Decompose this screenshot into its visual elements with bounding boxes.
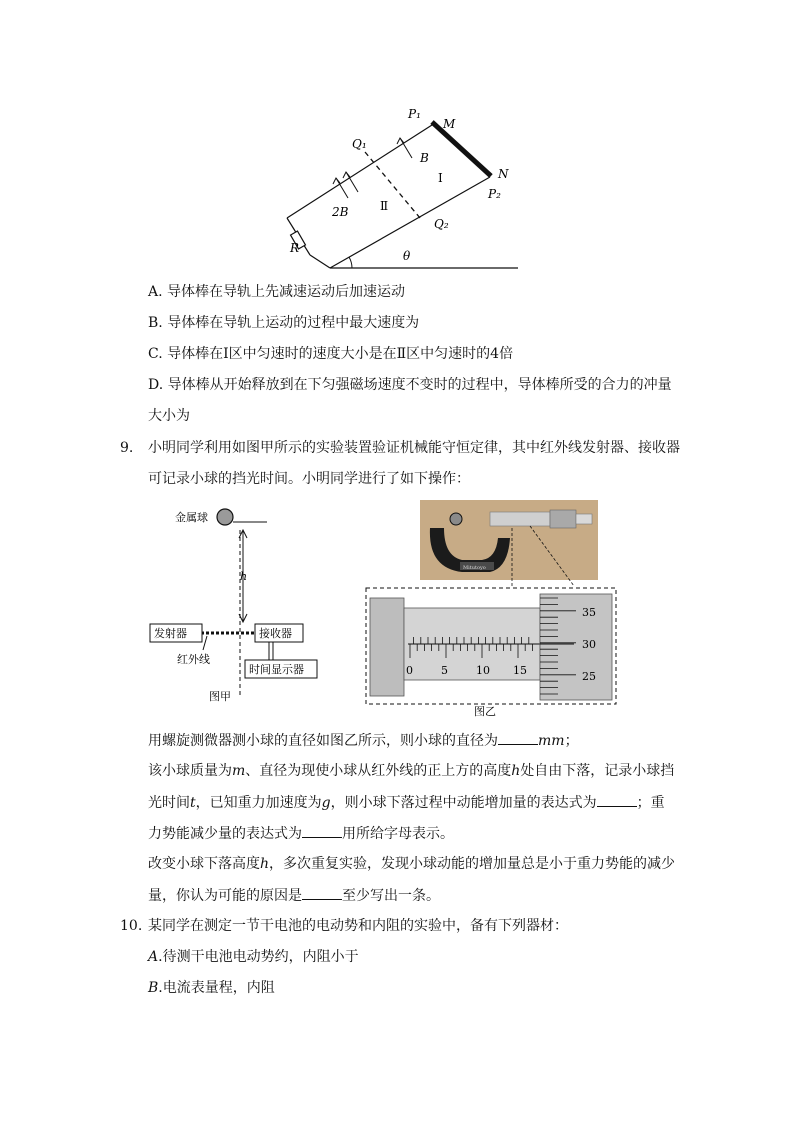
yi-thimble-25: 25 — [582, 670, 596, 683]
jia-h: h — [240, 570, 248, 583]
option-c: C. 导体棒在Ⅰ区中匀速时的速度大小是在Ⅱ区中匀速时的4倍 — [148, 346, 514, 362]
yi-main-10: 10 — [476, 664, 490, 677]
label-Q2: Q₂ — [434, 217, 449, 231]
jia-caption: 图甲 — [209, 690, 231, 703]
label-Q1: Q₁ — [352, 137, 367, 151]
q9-line-5: 改变小球下落高度h，多次重复实验，发现小球动能的增加量总是小于重力势能的减少 — [148, 856, 676, 872]
yi-caption: 图乙 — [474, 705, 496, 718]
q9-line-6: 量，你认为可能的原因是 至少写出一条。 — [148, 885, 440, 906]
rail-figure — [280, 100, 530, 272]
yi-main-5: 5 — [441, 664, 448, 677]
q9-intro-2: 可记录小球的挡光时间。小明同学进行了如下操作： — [148, 471, 470, 487]
label-II: Ⅱ — [380, 199, 389, 213]
q10-intro: 某同学在测定一节干电池的电动势和内阻的实验中，备有下列器材： — [148, 918, 568, 934]
q10-number: 10. — [120, 918, 143, 934]
q9-line-4: 力势能减少量的表达式为 用所给字母表示。 — [148, 823, 454, 844]
q9-line-1: 用螺旋测微器测小球的直径如图乙所示，则小球的直径为 mm； — [148, 730, 579, 751]
yi-brand: Mitutoyo — [463, 565, 486, 571]
label-N: N — [498, 167, 509, 181]
potential-energy-blank[interactable] — [302, 823, 342, 838]
label-B: B — [420, 151, 429, 165]
jia-emitter-label: 发射器 — [154, 627, 187, 640]
option-a: A. 导体棒在导轨上先减速运动后加速运动 — [148, 284, 406, 300]
jia-ir-label: 红外线 — [177, 653, 210, 666]
label-2B: 2B — [332, 205, 349, 219]
yi-main-15: 15 — [513, 664, 527, 677]
label-R: R — [290, 241, 300, 255]
option-d: D. 导体棒从开始释放到在下匀强磁场速度不变时的过程中，导体棒所受的合力的冲量 — [148, 377, 672, 393]
label-P1: P₁ — [408, 107, 421, 121]
label-P2: P₂ — [488, 187, 501, 201]
label-I: Ⅰ — [438, 171, 443, 185]
diameter-blank[interactable] — [498, 730, 538, 745]
q10-item-a: A.待测干电池电动势约，内阻小于 — [148, 949, 359, 965]
kinetic-energy-blank[interactable] — [597, 792, 637, 807]
figure-jia — [145, 500, 345, 710]
figure-yi — [362, 498, 624, 718]
jia-timer-label: 时间显示器 — [249, 663, 304, 676]
q9-number: 9. — [120, 440, 134, 456]
q9-line-2: 该小球质量为m、直径为现使小球从红外线的正上方的高度h处自由下落，记录小球挡 — [148, 763, 675, 779]
option-b: B. 导体棒在导轨上运动的过程中最大速度为 — [148, 315, 420, 331]
q10-item-b: B.电流表量程，内阻 — [148, 980, 275, 996]
jia-ball-label: 金属球 — [175, 511, 208, 524]
label-theta: θ — [403, 249, 411, 263]
jia-receiver-label: 接收器 — [259, 627, 292, 640]
yi-thimble-35: 35 — [582, 606, 596, 619]
q9-intro-1: 小明同学利用如图甲所示的实验装置验证机械能守恒定律，其中红外线发射器、接收器 — [148, 440, 680, 456]
reason-blank[interactable] — [302, 885, 342, 900]
q9-line-3: 光时间t，已知重力加速度为g，则小球下落过程中动能增加量的表达式为 ；重 — [148, 792, 665, 813]
label-M: M — [443, 117, 456, 131]
option-d-cont: 大小为 — [148, 408, 190, 424]
yi-thimble-30: 30 — [582, 638, 596, 651]
yi-main-0: 0 — [406, 664, 413, 677]
